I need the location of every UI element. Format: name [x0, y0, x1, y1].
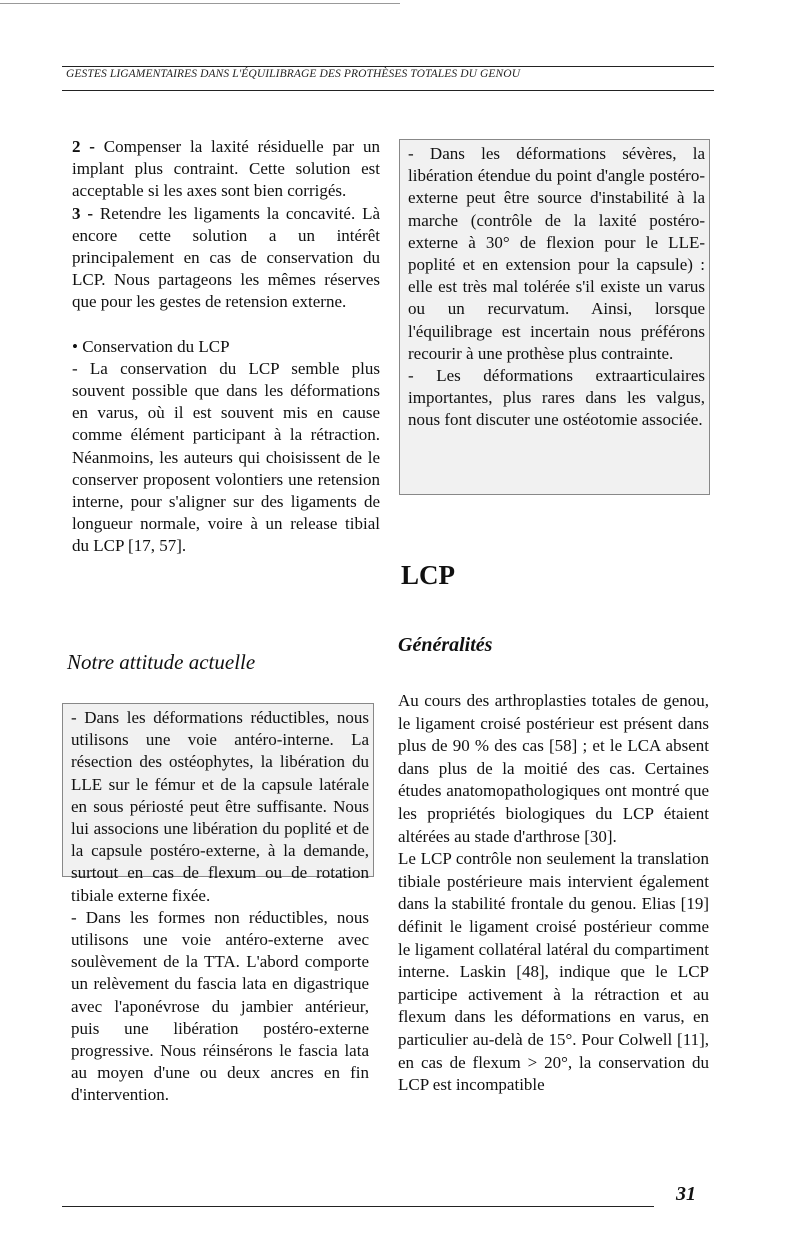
page-number: 31	[676, 1183, 696, 1205]
right-paragraph-2: Le LCP contrôle non seulement la translation tibiale postérieure mais intervient également dans la stabilité frontale du genou. Elias [19] définit le ligament croisé postérieur comme le ligament collatéral latéral du compartiment interne. Laskin [48], indique que le LCP participe activement à la rétraction et au flexum dans les déformations en varus, en particulier au-delà de 15°. Pour Colwell [11], en cas de flexum > 20°, la conservation du LCP est incompatible	[398, 849, 709, 1095]
right-column-text	[398, 690, 709, 1097]
right-paragraph-1: Au cours des arthroplasties totales de genou, le ligament croisé postérieur est présent dans plus de 90 % des cas [58] ; et le LCA absent dans plus de la moitié des cas. Certaines études anatomopathologiques ont montré que les propriétés biologiques du LCP étaient altérées au stade d'arthrose [30].	[398, 691, 709, 846]
item-number-3: 3 -	[72, 203, 94, 223]
item-text-3: Retendre les ligaments la concavité. Là encore cette solution a un intérêt principalement en cas de conservation du LCP. Nous partageons les mêmes réserves que pour les gestes de retension externe.	[72, 203, 380, 312]
box-left-paragraph-2: - Dans les formes non réductibles, nous utilisons une voie antéro-externe avec soulèvement de la TTA. L'abord comporte un relèvement du fascia lata en digastrique avec l'aponévrose du jambier antérieur, puis une libération postéro-externe progressive. Nous réinsérons le fascia lata au moyen d'une ou deux ancres en fin d'intervention.	[71, 907, 369, 1105]
box-right-paragraph-1: - Dans les déformations sévères, la libération étendue du point d'angle postéro-externe peut être source d'instabilité à la marche (contrôle de la laxité postéro-externe à 30° de flexion pour le LLE-poplité et en extension pour la capsule) : elle est très mal tolérée s'il existe un varus ou un recurvatum. Ainsi, lorsque l'équilibrage est incertain nous préférons recourir à une prothèse plus contrainte.	[408, 144, 705, 363]
subsection-heading-generalites: Généralités	[398, 634, 493, 656]
paragraph-conservation-lcp: - La conservation du LCP semble plus souvent possible que dans les déformations en varus, où il est souvent mis en cause comme élément participant à la rétraction. Néanmoins, les auteurs qui choisissent de le conserver proposent volontiers une retension interne, pour s'aligner sur des ligaments de longueur normale, voire à un release tibial du LCP [17, 57].	[72, 358, 380, 556]
paragraph-3	[72, 203, 380, 314]
box-right-paragraph-2: - Les déformations extraarticulaires importantes, plus rares dans les valgus, nous font discuter une ostéotomie associée.	[408, 366, 705, 430]
scan-top-line	[0, 3, 400, 4]
header-rule-bottom	[62, 90, 714, 91]
item-text-2: Compenser la laxité résiduelle par un implant plus contraint. Cette solution est acceptable si les axes sont bien corrigés.	[72, 137, 380, 201]
section-heading-lcp: LCP	[401, 560, 455, 590]
bullet-conservation-lcp: • Conservation du LCP	[72, 336, 230, 356]
box-left-paragraph-1: - Dans les déformations réductibles, nous utilisons une voie antéro-interne. La résection des ostéophytes, la libération du LLE sur le fémur et de la capsule latérale en sous périosté peut être suffisante. Nous lui associons une libération du poplité et de la capsule postéro-externe, à la demande, surtout en cas de flexum ou de rotation tibiale externe fixée.	[71, 708, 369, 905]
boxed-note-left	[62, 703, 374, 1105]
running-title: GESTES LIGAMENTAIRES DANS L'ÉQUILIBRAGE DES PROTHÈSES TOTALES DU GENOU	[66, 68, 521, 80]
paragraph-2	[72, 136, 380, 203]
item-number-2: 2 -	[72, 137, 95, 156]
spacer	[72, 314, 380, 336]
footer-rule	[62, 1206, 654, 1207]
header-rule-top	[62, 66, 714, 67]
boxed-note-right	[399, 139, 710, 495]
subheading-notre-attitude: Notre attitude actuelle	[67, 650, 256, 674]
left-column	[72, 136, 380, 558]
